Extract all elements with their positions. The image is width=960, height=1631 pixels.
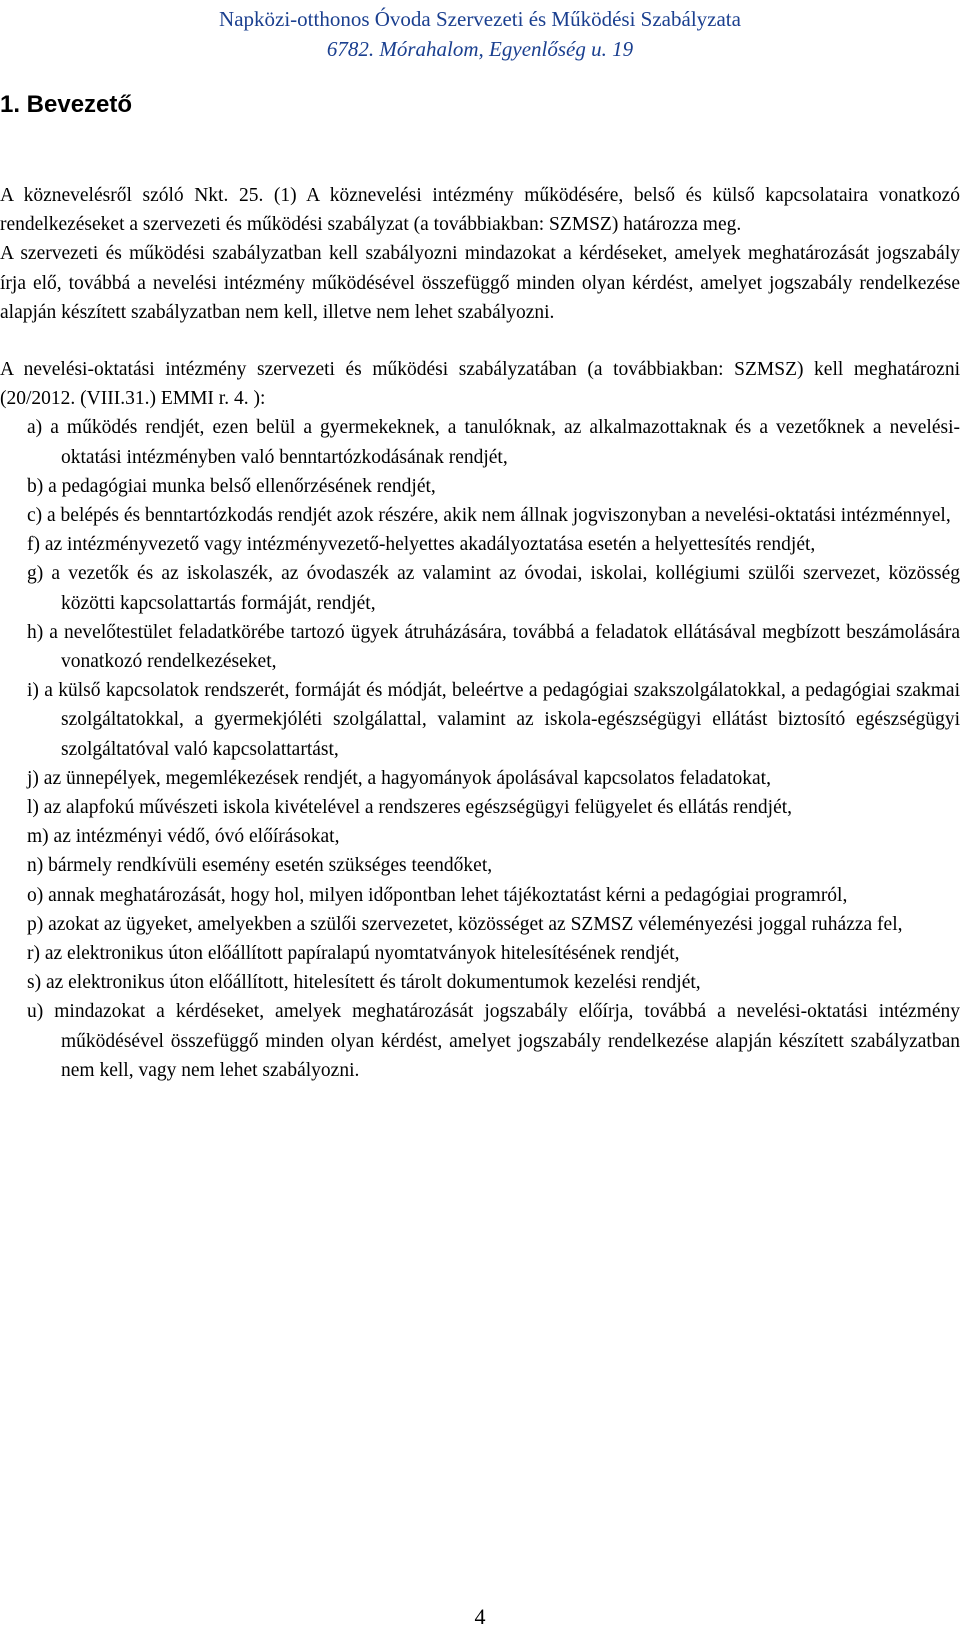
list-item: n) bármely rendkívüli esemény esetén szükséges teendőket, [27,855,493,877]
list-item: f) az intézményvezető vagy intézményvezető-helyettes akadályoztatása esetén a helyettesítés rendjét, [27,534,816,556]
list-item: i) a külső kapcsolatok rendszerét, formáját és módját, beleértve a pedagógiai szakszolgálatokkal, a pedagógiai szakmai szolgáltatokkal, a gyermekjóléti szolgálattal, valamint az iskola-egészségügyi ellátást biztosító egészségügyi szolgáltatóval való kapcsolattartást, [27,680,960,760]
list-item: h) a nevelőtestület feladatkörébe tartozó ügyek átruházására, továbbá a feladatok ellátásával megbízott beszámolására vonatkozó rendelkezéseket, [27,621,960,673]
list-item: o) annak meghatározását, hogy hol, milyen időpontban lehet tájékoztatást kérni a pedagógiai programról, [27,884,848,906]
list-item: l) az alapfokú művészeti iskola kivételével a rendszeres egészségügyi felügyelet és ellátás rendjét, [27,797,793,819]
list-item: j) az ünnepélyek, megemlékezések rendjét, a hagyományok ápolásával kapcsolatos feladatokat, [27,767,771,789]
list-intro-paragraph: A nevelési-oktatási intézmény szervezeti és működési szabályzatában (a továbbiakban: SZMSZ) kell meghatározni (20/2012. (VIII.31.) EMMI r. 4. ): [0,359,960,410]
intro-paragraph: A köznevelésről szóló Nkt. 25. (1) A köznevelési intézmény működésére, belső és külső kapcsolataira vonatkozó rendelkezéseket a szervezeti és működési szabályzat (a továbbiakban: SZMSZ) határozza meg. [0,185,960,236]
list-item: c) a belépés és benntartózkodás rendjét azok részére, akik nem állnak jogviszonyban a nevelési-oktatási intézménnyel, [27,505,951,527]
paragraph-spacer [0,327,960,355]
list-item: a) a működés rendjét, ezen belül a gyermekeknek, a tanulóknak, az alkalmazottaknak és a vezetőknek a nevelési-oktatási intézményben való benntartózkodásának rendjét, [27,417,960,468]
scope-paragraph: A szervezeti és működési szabályzatban kell szabályozni mindazokat a kérdéseket, amelyek meghatározását jogszabály írja elő, továbbá a nevelési intézmény működésével összefüggő minden olyan kérdést, amelyet jogszabály rendelkezése alapján készített szabályzatban nem kell, illetve nem lehet szabályozni. [0,243,960,323]
list-item: g) a vezetők és az iskolaszék, az óvodaszék az valamint az óvodai, iskolai, kollégiumi szülői szervezet, közösség közötti kapcsolattartás formáját, rendjét, [27,563,960,614]
section-title: 1. Bevezető [0,91,133,118]
list-item: p) azokat az ügyeket, amelyekben a szülői szervezetet, közösséget az SZMSZ véleményezési joggal ruházza fel, [27,913,903,935]
list-item: u) mindazokat a kérdéseket, amelyek meghatározását jogszabály előírja, továbbá a nevelési-oktatási intézmény működésével összefüggő minden olyan kérdést, amelyet jogszabály rendelkezése alapján készített szabályzatban nem kell, vagy nem lehet szabályozni. [27,1001,960,1081]
list-item: r) az elektronikus úton előállított papíralapú nyomtatványok hitelesítésének rendjét, [27,943,680,965]
list-item: b) a pedagógiai munka belső ellenőrzésének rendjét, [27,475,436,497]
requirements-list [0,413,960,1085]
page-number: 4 [474,1604,486,1629]
header-address: 6782. Mórahalom, Egyenlőség u. 19 [326,37,634,61]
page-header [0,4,960,64]
header-institution-title: Napközi-otthonos Óvoda Szervezeti és Működési Szabályzata [219,7,741,31]
list-item: m) az intézményi védő, óvó előírásokat, [27,826,340,848]
list-item: s) az elektronikus úton előállított, hitelesített és tárolt dokumentumok kezelési rendjét, [27,972,701,994]
document-body [0,181,960,1085]
